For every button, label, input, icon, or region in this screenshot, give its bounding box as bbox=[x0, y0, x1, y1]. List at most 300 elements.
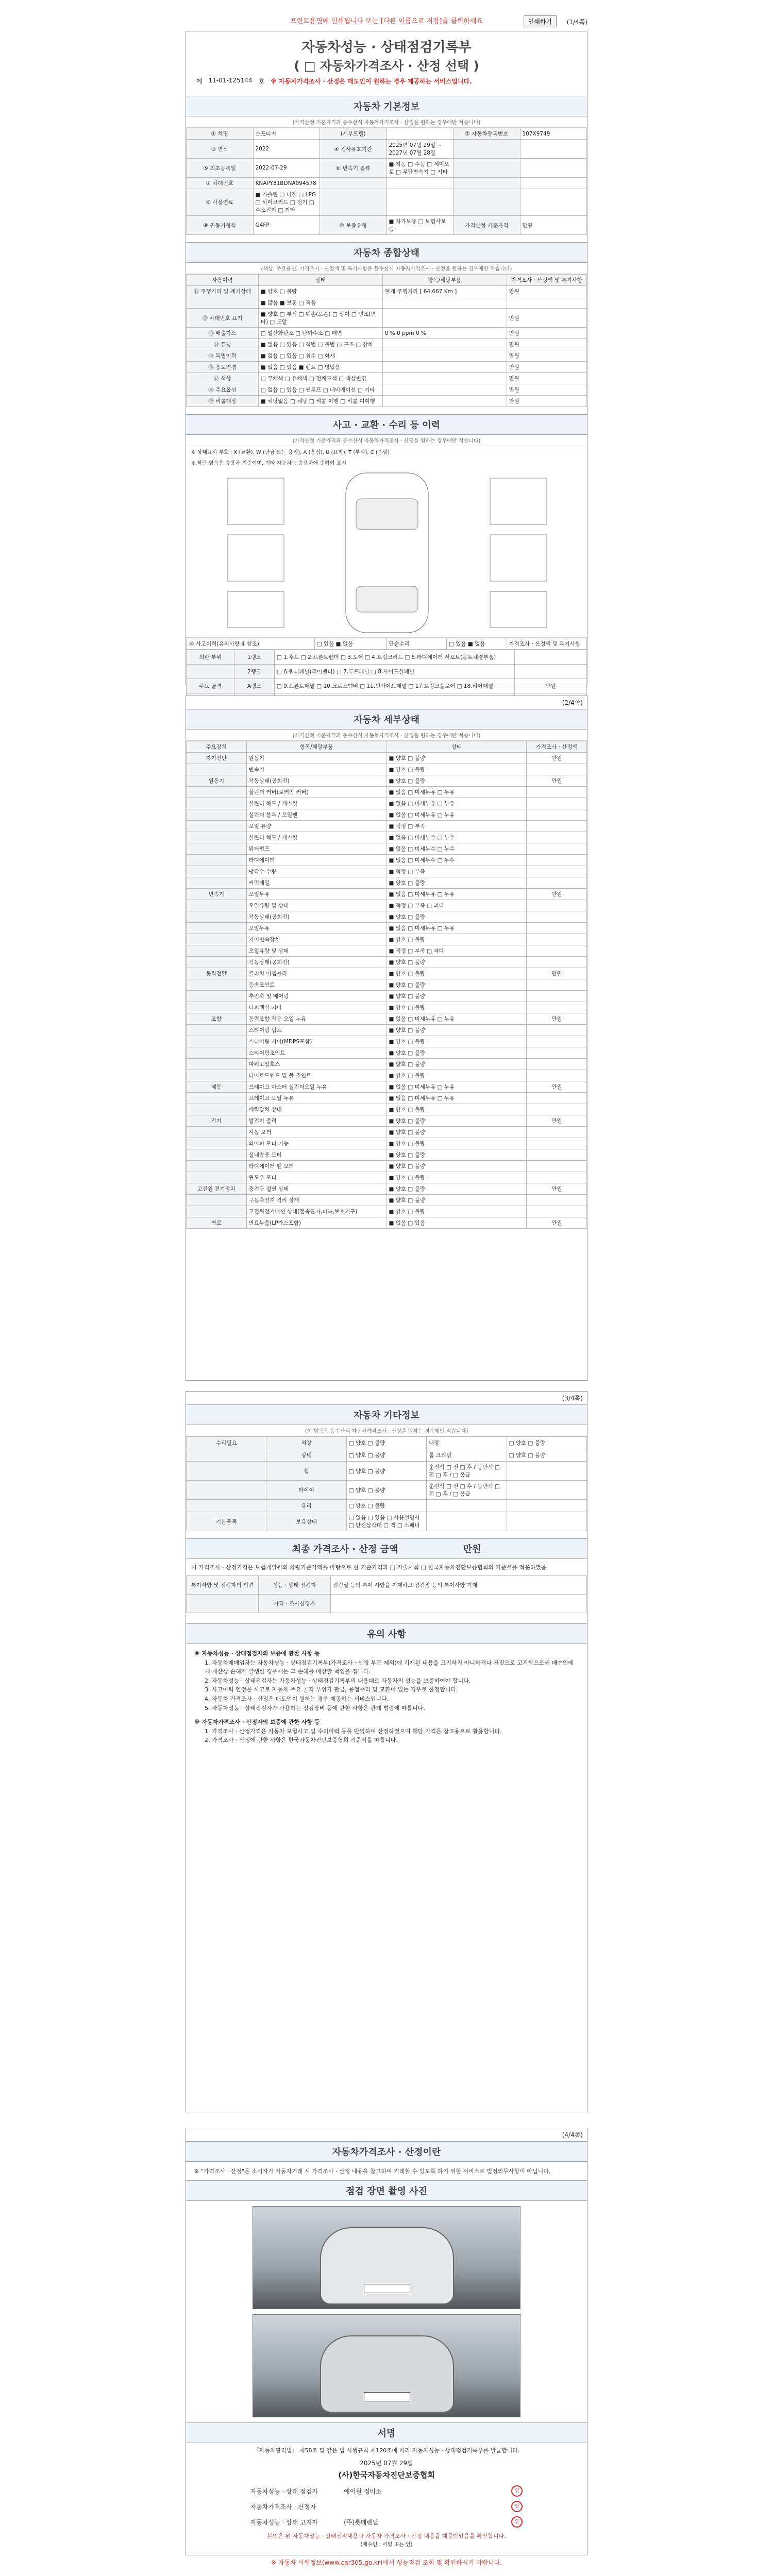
detail-item: 연료누출(LP가스포함) bbox=[246, 1217, 386, 1229]
detail-price: 만원 bbox=[527, 1081, 587, 1093]
detail-price bbox=[527, 979, 587, 991]
sign-heading: 서명 bbox=[186, 2422, 587, 2443]
other-cell: 운전석 □ 전 □ 후 / 동반석 □ 전 □ 후 / □ 응급 bbox=[427, 1462, 507, 1481]
detail-item: 고전원전기배선 상태(접속단자,피복,보호기구) bbox=[246, 1206, 386, 1217]
accident-legend-1: ※ 상태표시 부호 : X (교환), W (판금 또는 용접), A (흠집), U (요철), T (부식), C (손상) bbox=[191, 450, 390, 455]
rank-row bbox=[187, 665, 587, 679]
detail-price bbox=[527, 1127, 587, 1138]
caution-item: 2. 가격조사 · 산정에 관한 사항은 한국자동차진단보증협회 기준서를 따릅니다. bbox=[205, 1737, 398, 1744]
rank-items: □ 9.프론트패널 □ 10.크로스멤버 □ 11.인사이드패널 □ 17.트렁크플로어 □ 18.리어패널 bbox=[274, 679, 514, 693]
detail-price bbox=[527, 1070, 587, 1081]
seal-stamp: 인 bbox=[511, 2501, 523, 2512]
status-row bbox=[187, 339, 587, 350]
detail-item: 커먼레일 bbox=[246, 877, 386, 889]
detail-price: 만원 bbox=[527, 889, 587, 900]
detail-row bbox=[187, 1002, 587, 1013]
detail-price bbox=[527, 991, 587, 1002]
caution-body bbox=[186, 1644, 587, 1750]
detail-item: 스티어링 기어(MDPS포함) bbox=[246, 1036, 386, 1047]
detail-status: ■ 양호 □ 불량 bbox=[386, 1161, 527, 1172]
detail-status: ■ 없음 □ 미세누유 □ 누유 bbox=[386, 809, 527, 821]
detail-price bbox=[527, 1172, 587, 1183]
other-cell bbox=[427, 1512, 507, 1531]
detail-status: ■ 적정 □ 부족 □ 과다 bbox=[386, 900, 527, 911]
detail-row bbox=[187, 934, 587, 945]
detail-group: 전기 bbox=[187, 1115, 247, 1127]
panel-group-label bbox=[187, 665, 234, 679]
signer-role: 자동차성능 · 상태 점검자 bbox=[250, 2487, 318, 2495]
basic-info-heading: 자동차 기본정보 bbox=[186, 96, 587, 116]
detail-item: 실린더 블록 / 오일팬 bbox=[246, 809, 386, 821]
service-notice: ※ 자동차가격조사 · 산정은 매도인이 원하는 경우 제공하는 서비스입니다. bbox=[271, 78, 472, 85]
final-price-note: 이 가격조사 · 산정가격은 보험개발원의 차량기준가액을 바탕으로 한 기준가격과 □ 기술사회 □ 한국자동차진단보증협회의 기준서를 적용하였음 bbox=[191, 1564, 547, 1571]
panel-group-label: 주요 골격 bbox=[187, 679, 234, 693]
detail-header: 주요장치 bbox=[187, 741, 247, 753]
basic-cell: 2022 bbox=[253, 140, 320, 159]
detail-price bbox=[527, 1059, 587, 1070]
detail-row bbox=[187, 900, 587, 911]
basic-cell: 107X9749 bbox=[520, 128, 587, 140]
detail-row bbox=[187, 1206, 587, 1217]
rank-price bbox=[515, 650, 587, 665]
detail-group bbox=[187, 957, 247, 968]
seal-cell bbox=[433, 2483, 527, 2499]
basic-cell bbox=[520, 140, 587, 159]
detail-price bbox=[527, 1138, 587, 1149]
basic-cell bbox=[386, 189, 453, 216]
detail-price bbox=[527, 832, 587, 843]
accident-legend-2: ※ 하단 항목은 승용차 기준이며, 기타 자동차는 승용차에 준하여 표시 bbox=[191, 461, 346, 466]
basic-info-note: (가격산정 기준가격과 등수산식 자동차가격조사 · 산정을 원하는 경우에만 적습니다) bbox=[186, 116, 587, 128]
other-cell: 외장 bbox=[266, 1437, 346, 1449]
accident-price-label: 가격조사 · 산정액 및 특기사항 bbox=[507, 638, 586, 650]
caution-item: 1. 자동차매매업자는 자동차성능 · 상태점검기록부(가격조사 · 산정 부분 제외)에 기재된 내용을 고지하지 아니하거나 거짓으로 고지함으로써 매수인에게 재산상 손해가 발생한 경우에는 그 손해를 배상할 책임을 집니다. bbox=[205, 1659, 574, 1675]
other-cell bbox=[427, 1500, 507, 1512]
opinion-role: 성능 · 상태 점검자 bbox=[258, 1576, 330, 1595]
status-cell bbox=[187, 297, 259, 309]
detail-group bbox=[187, 945, 247, 957]
other-cell: 유리 bbox=[266, 1500, 346, 1512]
detail-row bbox=[187, 1172, 587, 1183]
other-cell bbox=[507, 1481, 586, 1500]
status-cell: 만원 bbox=[507, 373, 586, 384]
basic-cell: ⑤ 최초등록일 bbox=[187, 159, 254, 178]
page-2-indicator: (2/4쪽) bbox=[562, 699, 583, 706]
detail-item: 동력조향 작동 오일 누유 bbox=[246, 1013, 386, 1025]
status-cell bbox=[382, 362, 507, 373]
detail-status: ■ 양호 □ 불량 bbox=[386, 1025, 527, 1036]
detail-group: 연료 bbox=[187, 1217, 247, 1229]
basic-cell: ④ 검사유효기간 bbox=[320, 140, 387, 159]
detail-group bbox=[187, 934, 247, 945]
other-cell: 기본품목 bbox=[187, 1512, 266, 1531]
car-windshield bbox=[356, 499, 418, 530]
document-title: 자동차성능 · 상태점검기록부 bbox=[301, 40, 472, 55]
detail-item: 기어변속장치 bbox=[246, 934, 386, 945]
detail-group: 자기진단 bbox=[187, 753, 247, 764]
detail-row bbox=[187, 911, 587, 923]
detail-item: 실린더 커버(로커암 커버) bbox=[246, 787, 386, 798]
detail-price bbox=[527, 1149, 587, 1161]
number-label: 제 bbox=[196, 78, 203, 85]
detail-item: 원동기 bbox=[246, 753, 386, 764]
seal-cell bbox=[433, 2499, 527, 2514]
basic-row bbox=[187, 128, 587, 140]
status-cell: 만원 bbox=[507, 339, 586, 350]
detail-row bbox=[187, 923, 587, 934]
accident-note: (가격산정 기준가격과 등수산식 자동차가격조사 · 산정을 원하는 경우에만 적습니다) bbox=[186, 435, 587, 446]
detail-status: ■ 양호 □ 불량 bbox=[386, 1115, 527, 1127]
detail-row bbox=[187, 809, 587, 821]
detail-item: 등속조인트 bbox=[246, 979, 386, 991]
detail-status: ■ 양호 □ 불량 bbox=[386, 877, 527, 889]
status-row bbox=[187, 350, 587, 362]
other-row bbox=[187, 1481, 587, 1500]
detail-row bbox=[187, 764, 587, 775]
basic-cell bbox=[386, 128, 453, 140]
detail-status: ■ 양호 □ 불량 bbox=[386, 991, 527, 1002]
detail-group bbox=[187, 855, 247, 866]
detail-group bbox=[187, 866, 247, 877]
sign-date: 2025년 07월 29일 bbox=[360, 2460, 413, 2467]
detail-group bbox=[187, 1047, 247, 1059]
basic-cell bbox=[320, 178, 387, 189]
basic-cell: 스포티지 bbox=[253, 128, 320, 140]
detail-group bbox=[187, 877, 247, 889]
detail-item: 작동상태(공회전) bbox=[246, 957, 386, 968]
opinion-row bbox=[187, 1576, 587, 1595]
status-cell: ■ 없음 □ 있음 □ 적법 □ 불법 □ 구조 □ 장치 bbox=[258, 339, 382, 350]
opinion-row bbox=[187, 1595, 587, 1613]
detail-item: 오일유량 및 상태 bbox=[246, 945, 386, 957]
buyer-confirm-sub: (매수인 : 서명 또는 인) bbox=[360, 2542, 413, 2548]
detail-price: 만원 bbox=[527, 1183, 587, 1195]
detail-item: 윈도우 모터 bbox=[246, 1172, 386, 1183]
status-cell bbox=[382, 384, 507, 396]
inspection-photo-2 bbox=[253, 2314, 520, 2417]
car-diagram-svg bbox=[186, 468, 587, 638]
detail-price bbox=[527, 1104, 587, 1115]
detail-row bbox=[187, 968, 587, 979]
detail-price: 만원 bbox=[527, 1013, 587, 1025]
detail-status: ■ 적정 □ 부족 bbox=[386, 866, 527, 877]
detail-item: 충전구 절연 상태 bbox=[246, 1183, 386, 1195]
detail-group bbox=[187, 1161, 247, 1172]
other-row bbox=[187, 1449, 587, 1462]
other-row bbox=[187, 1462, 587, 1481]
detail-group: 원동기 bbox=[187, 775, 247, 787]
caution-item: 1. 가격조사 · 산정가격은 자동차 보험사고 및 수리이력 등을 반영하여 산정하였으며 해당 가격은 참고용으로 활용합니다. bbox=[205, 1727, 502, 1735]
detail-item: 변속기 bbox=[246, 764, 386, 775]
other-cell: □ 양호 □ 불량 bbox=[346, 1449, 426, 1462]
other-cell: □ 양호 □ 불량 bbox=[346, 1481, 426, 1500]
detail-item: 브레이크 오일 누유 bbox=[246, 1093, 386, 1104]
detail-group bbox=[187, 1104, 247, 1115]
detail-item: 스티어링 펌프 bbox=[246, 1025, 386, 1036]
detail-group: 제동 bbox=[187, 1081, 247, 1093]
caution-item: 5. 자동차성능 · 상태점검자가 사용하는 점검장비 등에 관한 사항은 관계 법령에 따릅니다. bbox=[205, 1704, 425, 1711]
detail-item: 타이로드엔드 및 볼 조인트 bbox=[246, 1070, 386, 1081]
car-left-view bbox=[227, 478, 284, 524]
status-row bbox=[187, 286, 587, 297]
status-header: 상태 bbox=[258, 275, 382, 286]
detail-price: 만원 bbox=[527, 1217, 587, 1229]
detail-group bbox=[187, 798, 247, 809]
status-cell: □ 없음 □ 있음 □ 썬루프 □ 네비게이션 □ 기타 bbox=[258, 384, 382, 396]
detail-status: ■ 양호 □ 불량 bbox=[386, 1172, 527, 1183]
sign-row bbox=[246, 2483, 527, 2499]
rank-price: 만원 bbox=[515, 679, 587, 693]
basic-cell: 만원 bbox=[520, 216, 587, 235]
detail-group bbox=[187, 1036, 247, 1047]
opinion-label bbox=[187, 1595, 259, 1613]
basic-cell bbox=[453, 159, 520, 178]
rank-row bbox=[187, 679, 587, 693]
detail-item: 오일유량 및 상태 bbox=[246, 900, 386, 911]
status-table bbox=[186, 274, 587, 407]
detail-row bbox=[187, 1036, 587, 1047]
car-front-view bbox=[227, 591, 284, 628]
detail-status: ■ 양호 □ 불량 bbox=[386, 979, 527, 991]
other-cell bbox=[187, 1500, 266, 1512]
detail-status: ■ 없음 □ 미세누수 □ 누수 bbox=[386, 855, 527, 866]
status-header: 가격조사 · 산정액 및 특기사항 bbox=[507, 275, 586, 286]
repair-value: □ 있음 ■ 없음 bbox=[447, 638, 507, 650]
detail-note: (가격산정 기준가격과 등수산식 자동차가격조사 · 산정을 원하는 경우에만 적습니다) bbox=[186, 730, 587, 741]
detail-price bbox=[527, 787, 587, 798]
sign-org: (사)한국자동차진단보증협회 bbox=[338, 2470, 435, 2480]
signer-role: 자동차가격조사 · 산정자 bbox=[250, 2503, 316, 2511]
basic-cell: ⑩ 보증유형 bbox=[320, 216, 387, 235]
document-meta bbox=[186, 77, 587, 86]
photo-heading: 점검 장면 촬영 사진 bbox=[186, 2180, 587, 2201]
other-cell bbox=[507, 1462, 586, 1481]
detail-status: ■ 양호 □ 불량 bbox=[386, 1036, 527, 1047]
rank-row bbox=[187, 650, 587, 665]
opinion-table bbox=[186, 1575, 587, 1613]
detail-price bbox=[527, 1036, 587, 1047]
detail-row bbox=[187, 889, 587, 900]
detail-item: 브레이크 마스터 실린더오일 누유 bbox=[246, 1081, 386, 1093]
status-cell: 만원 bbox=[507, 362, 586, 373]
other-row bbox=[187, 1512, 587, 1531]
detail-row bbox=[187, 1081, 587, 1093]
basic-cell: 가격산정 기준가격 bbox=[453, 216, 520, 235]
status-cell: 만원 bbox=[507, 384, 586, 396]
detail-status: ■ 양호 □ 불량 bbox=[386, 775, 527, 787]
status-cell bbox=[382, 373, 507, 384]
basic-cell: ③ 연식 bbox=[187, 140, 254, 159]
status-cell: 만원 bbox=[507, 309, 586, 328]
detail-status: ■ 양호 □ 불량 bbox=[386, 1002, 527, 1013]
detail-status: ■ 없음 □ 미세누유 □ 누유 bbox=[386, 798, 527, 809]
final-price-unit: 만원 bbox=[463, 1544, 481, 1555]
basic-cell: 2022-07-29 bbox=[253, 159, 320, 178]
detail-price bbox=[527, 945, 587, 957]
detail-status: ■ 양호 □ 불량 bbox=[386, 1183, 527, 1195]
basic-cell: ⑧ 사용연료 bbox=[187, 189, 254, 216]
detail-group bbox=[187, 843, 247, 855]
detail-item: 실내송풍 모터 bbox=[246, 1149, 386, 1161]
page-4 bbox=[186, 2128, 587, 2555]
opinion-text: 점검일 등의 특이 사항을 기재하고 점검장 등의 특이사항 기재 bbox=[330, 1576, 586, 1595]
status-cell: ■ 많음 ■ 보통 □ 적음 bbox=[258, 297, 382, 309]
signer-name bbox=[340, 2499, 433, 2514]
opinion-role: 가격 · 조사산정자 bbox=[258, 1595, 330, 1613]
detail-item: 파워고압호스 bbox=[246, 1059, 386, 1070]
detail-status: ■ 없음 □ 미세누수 □ 누수 bbox=[386, 832, 527, 843]
detail-header: 상태 bbox=[386, 741, 527, 753]
detail-status: ■ 양호 □ 불량 bbox=[386, 1047, 527, 1059]
status-cell bbox=[382, 297, 507, 309]
basic-cell bbox=[453, 178, 520, 189]
basic-cell: (세부모델) bbox=[320, 128, 387, 140]
detail-item: 오일누유 bbox=[246, 923, 386, 934]
detail-item: 작동상태(공회전) bbox=[246, 775, 386, 787]
detail-status: ■ 양호 □ 불량 bbox=[386, 1149, 527, 1161]
detail-row bbox=[187, 1070, 587, 1081]
detail-price bbox=[527, 911, 587, 923]
detail-header: 가격조사 · 산정액 bbox=[527, 741, 587, 753]
detail-group bbox=[187, 1195, 247, 1206]
buyer-confirm: 본인은 위 자동차성능 · 상태점검내용과 자동차 가격조사 · 산정 내용을 제공받았음을 확인합니다. bbox=[267, 2533, 506, 2539]
caution-sub-2: ※ 자동차가격조사 · 산정자의 보증에 관한 사항 등 bbox=[194, 1719, 320, 1726]
detail-price bbox=[527, 1047, 587, 1059]
sign-text: 「자동차관리법」 제58조 및 같은 법 시행규칙 제120조에 따라 자동차성능 · 상태점검기록부를 발급합니다. bbox=[253, 2447, 520, 2454]
page-indicator: (1/4쪽) bbox=[566, 19, 587, 26]
detail-group bbox=[187, 821, 247, 832]
detail-item: 구동축전지 격리 상태 bbox=[246, 1195, 386, 1206]
price-explain-heading: 자동차가격조사 · 산정이란 bbox=[186, 2141, 587, 2162]
status-row bbox=[187, 396, 587, 407]
detail-row bbox=[187, 945, 587, 957]
detail-row bbox=[187, 1104, 587, 1115]
other-cell: 내장 bbox=[427, 1437, 507, 1449]
detail-row bbox=[187, 1093, 587, 1104]
detail-group: 고전원 전기장치 bbox=[187, 1183, 247, 1195]
detail-price: 만원 bbox=[527, 775, 587, 787]
detail-row bbox=[187, 832, 587, 843]
other-info-note: (이 항목은 등수산식 자동차가격조사 · 산정을 원하는 경우에만 적습니다) bbox=[186, 1425, 587, 1436]
detail-group bbox=[187, 809, 247, 821]
status-cell bbox=[507, 297, 586, 309]
other-cell bbox=[507, 1500, 586, 1512]
caution-sub-1: ※ 자동차성능 · 상태점검자의 보증에 관한 사항 등 bbox=[194, 1650, 320, 1657]
detail-group bbox=[187, 1138, 247, 1149]
detail-row bbox=[187, 753, 587, 764]
detail-price bbox=[527, 877, 587, 889]
detail-status: ■ 없음 □ 미세누유 □ 누유 bbox=[386, 1081, 527, 1093]
page-4-indicator: (4/4쪽) bbox=[562, 2131, 583, 2139]
detail-price bbox=[527, 957, 587, 968]
status-cell: ■ 양호 □ 불량 bbox=[258, 286, 382, 297]
detail-status: ■ 양호 □ 불량 bbox=[386, 1195, 527, 1206]
status-row bbox=[187, 297, 587, 309]
panel-group-label: 외판 부위 bbox=[187, 650, 234, 665]
detail-group bbox=[187, 1127, 247, 1138]
detail-row bbox=[187, 843, 587, 855]
detail-item: 시동 모터 bbox=[246, 1127, 386, 1138]
detail-group: 조향 bbox=[187, 1013, 247, 1025]
detail-item: 실린더 헤드 / 개스킷 bbox=[246, 798, 386, 809]
basic-cell: ① 차명 bbox=[187, 128, 254, 140]
detail-group bbox=[187, 1172, 247, 1183]
status-cell bbox=[382, 350, 507, 362]
detail-status: ■ 없음 □ 미세누유 □ 누유 bbox=[386, 1013, 527, 1025]
detail-group bbox=[187, 1093, 247, 1104]
document-subtitle: ( □ 자동차가격조사 · 산정 선택 ) bbox=[294, 59, 479, 73]
page-3 bbox=[186, 1391, 587, 2112]
basic-cell: 2025년 07월 29일 ~ 2027년 07월 28일 bbox=[386, 140, 453, 159]
status-cell: ■ 해당없음 □ 해당 □ 리콜 이행 □ 리콜 미이행 bbox=[258, 396, 382, 407]
status-row bbox=[187, 384, 587, 396]
history-label: ⑳ 사고이력(유의사항 4 참조) bbox=[187, 638, 315, 650]
car-left-rear-view bbox=[227, 535, 284, 581]
basic-cell bbox=[520, 189, 587, 216]
detail-row bbox=[187, 991, 587, 1002]
detail-table bbox=[186, 741, 587, 1229]
other-cell: □ 양호 □ 불량 bbox=[346, 1500, 426, 1512]
detail-row bbox=[187, 1149, 587, 1161]
other-row bbox=[187, 1500, 587, 1512]
detail-row bbox=[187, 821, 587, 832]
basic-row bbox=[187, 189, 587, 216]
detail-row bbox=[187, 1183, 587, 1195]
detail-item: 워터펌프 bbox=[246, 843, 386, 855]
status-cell: 만원 bbox=[507, 396, 586, 407]
history-value: □ 있음 ■ 없음 bbox=[314, 638, 386, 650]
other-cell: □ 양호 □ 불량 bbox=[507, 1437, 586, 1449]
status-row bbox=[187, 309, 587, 328]
detail-row bbox=[187, 866, 587, 877]
print-warning: 프린트용면에 인쇄됩니다 또는 [다른 이름으로 저장]을 클릭하세요 bbox=[290, 18, 483, 25]
basic-cell bbox=[520, 159, 587, 178]
status-header: 항목/해당부품 bbox=[382, 275, 507, 286]
accident-heading: 사고 · 교환 · 수리 등 이력 bbox=[186, 414, 587, 435]
print-button[interactable]: 인쇄하기 bbox=[524, 15, 557, 27]
status-cell: ⑰ 색상 bbox=[187, 373, 259, 384]
status-cell: ⑮ 특별이력 bbox=[187, 350, 259, 362]
other-cell: 수리필요 bbox=[187, 1437, 266, 1449]
status-cell: ⑲ 리콜대상 bbox=[187, 396, 259, 407]
detail-group bbox=[187, 1025, 247, 1036]
other-cell bbox=[187, 1462, 266, 1481]
basic-cell bbox=[453, 189, 520, 216]
other-cell: 룸 크리닝 bbox=[427, 1449, 507, 1462]
rank-items: □ 6.쿼터패널(리어펜더) □ 7.루프패널 □ 8.사이드실패널 bbox=[274, 665, 514, 679]
other-cell bbox=[507, 1512, 586, 1531]
detail-price bbox=[527, 1161, 587, 1172]
car-rear-window bbox=[356, 586, 418, 612]
status-header: 사용이력 bbox=[187, 275, 259, 286]
other-cell bbox=[187, 1481, 266, 1500]
record-number: 11-01-125144 bbox=[208, 77, 253, 84]
detail-price bbox=[527, 798, 587, 809]
rank-label: 1랭크 bbox=[234, 650, 275, 665]
opinion-label: 특기사항 및 점검자의 의견 bbox=[187, 1576, 259, 1595]
detail-group bbox=[187, 764, 247, 775]
basic-cell: ■ 자가보증 □ 보험사보증 bbox=[386, 216, 453, 235]
detail-row bbox=[187, 1161, 587, 1172]
status-cell: □ 무채색 □ 유채색 □ 전체도색 □ 색상변경 bbox=[258, 373, 382, 384]
detail-price bbox=[527, 866, 587, 877]
basic-cell bbox=[320, 189, 387, 216]
detail-status: ■ 없음 □ 미세누수 □ 누수 bbox=[386, 843, 527, 855]
car-right-view bbox=[490, 478, 547, 524]
detail-item: 오일누유 bbox=[246, 889, 386, 900]
basic-cell bbox=[453, 140, 520, 159]
detail-item: 발전기 출력 bbox=[246, 1115, 386, 1127]
